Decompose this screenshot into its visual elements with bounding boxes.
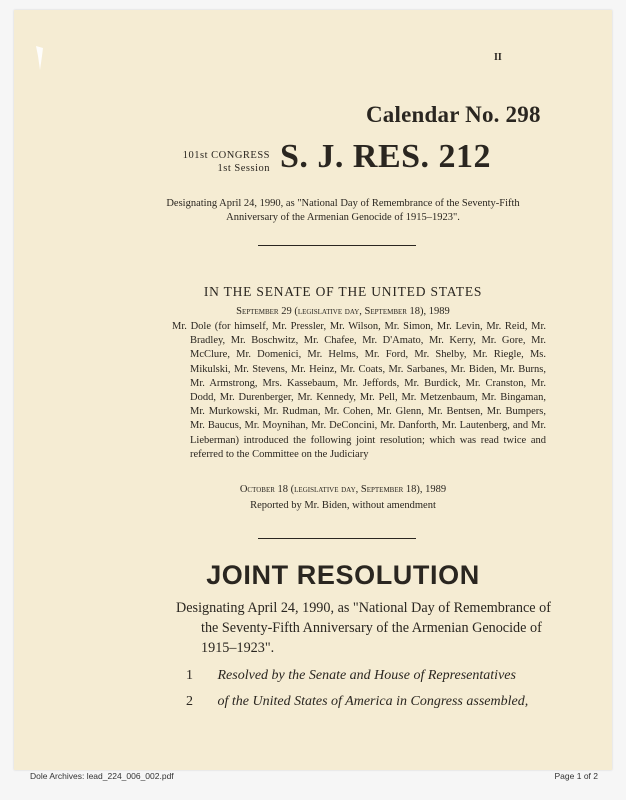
- reported-date: October 18 (legislative day, September 18), 1989: [239, 484, 447, 495]
- divider-rule: [258, 538, 416, 539]
- line-number: 1: [186, 668, 193, 683]
- reported-by: Reported by Mr. Biden, without amendment: [250, 500, 436, 511]
- resolution-line: [186, 668, 531, 684]
- congress-label: 101st CONGRESS: [182, 150, 270, 161]
- session-label: 1st Session: [217, 163, 270, 174]
- pen-mark-icon: [34, 44, 46, 74]
- senate-heading: IN THE SENATE OF THE UNITED STATES: [203, 284, 483, 299]
- congress-session: [160, 149, 270, 175]
- page-mark: II: [494, 52, 502, 63]
- introduced-date: September 29 (legislative day, September 18), 1989: [236, 306, 450, 317]
- divider-rule: [258, 245, 416, 246]
- resolution-line: [186, 694, 531, 710]
- sponsors-paragraph: Mr. Dole (for himself, Mr. Pressler, Mr. Wilson, Mr. Simon, Mr. Levin, Mr. Reid, Mr. Bradley, Mr. Boschwitz, Mr. Chafee, Mr. D'Amato, Mr. Kerry, Mr. Gore, Mr. McClure, Mr. Domenici, Mr. Helms, Mr. Ford, Mr. Shelby, Mr. Riegle, Ms. Mikulski, Mr. Stevens, Mr. Heinz, Mr. Coats, Mr. Sarbanes, Mr. Biden, Mr. Burns, Mr. Armstrong, Mrs. Kassebaum, Mr. Jeffords, Mr. Burdick, Mr. Cranston, Mr. Dodd, Mr. Durenberger, Mr. Kennedy, Mr. Pell, Mr. Metzenbaum, Mr. Bingaman, Mr. Murkowski, Mr. Rudman, Mr. Cohen, Mr. Glenn, Mr. Bentsen, Mr. Bumpers, Mr. Baucus, Mr. Moynihan, Mr. DeConcini, Mr. Danforth, Mr. Lautenberg, and Mr. Lieberman) introduced the following joint resolution; which was read twice and referred to the Committee on the Judiciary: [172, 321, 546, 460]
- calendar-number: Calendar No. 298: [366, 102, 541, 127]
- long-title: Designating April 24, 1990, as "National Day of Remembrance of the Seventy-Fifth Anniversary of the Armenian Genocide of 1915–1923".: [176, 600, 551, 656]
- footer-archive-label: Dole Archives: lead_224_006_002.pdf: [30, 771, 174, 781]
- resolution-title: JOINT RESOLUTION: [206, 560, 480, 590]
- line-text: of the United States of America in Congress assembled,: [217, 694, 529, 709]
- line-number: 2: [186, 694, 193, 709]
- line-text: Resolved by the Senate and House of Representatives: [217, 668, 516, 683]
- bill-number: S. J. RES. 212: [280, 138, 492, 175]
- footer-page-count: Page 1 of 2: [554, 771, 598, 781]
- short-description: Designating April 24, 1990, as "National Day of Remembrance of the Seventy-Fifth Anniversary of the Armenian Genocide of 1915–1923".: [166, 198, 520, 223]
